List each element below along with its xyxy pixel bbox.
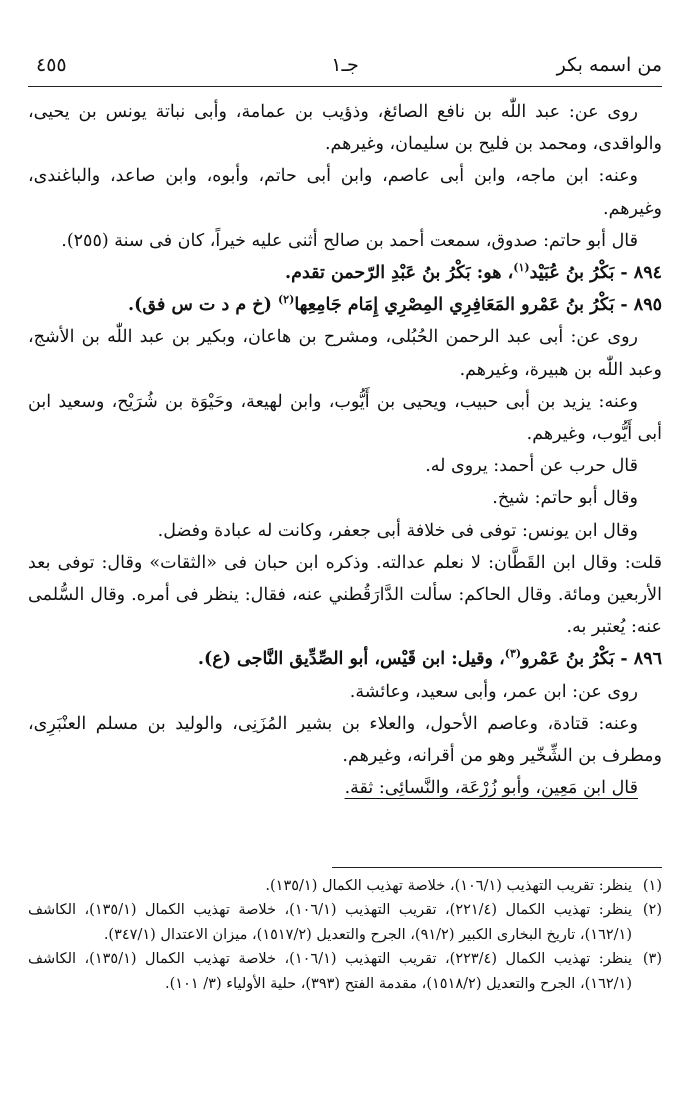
entry-rest: (خ م د ت س فق). <box>128 295 278 316</box>
footnote-divider <box>332 867 662 868</box>
running-header <box>28 54 662 82</box>
footnote-ref: (٢) <box>277 293 295 307</box>
entry-895: ٨٩٥ - بَكْرُ بنُ عَمْرو المَعَافِرِي المِصْرِي إِمَام جَامِعِها$^{(٢)}$ (خ م د ت س فق). <box>128 293 662 316</box>
entry-894: ٨٩٤ - بَكْرُ بنُ عُبَيْد$^{(١)}$، هو: بَكْرُ بنُ عَبْدِ الرّحمن تقدم. <box>285 261 662 284</box>
entry-name: بَكْرُ بنُ عَمْرو <box>521 649 615 670</box>
page-number: ٤٥٥ <box>36 54 67 76</box>
entry-number: ٨٩٤ <box>633 263 662 284</box>
volume-label: جـ١ <box>331 54 359 76</box>
footnotes <box>28 874 662 996</box>
footnote-mark: (٣) <box>642 951 662 968</box>
footnote-ref: (٣) <box>504 647 522 661</box>
footnote-mark: (١) <box>642 878 662 894</box>
paragraph-narrators: وعنه: يزيد بن أبى حبيب، ويحيى بن أَيُّوب، وابن لهيعة، وحَيْوَة بن شُرَيْح، وسعيد ابن أبى أَيُّوب، وغيرهم. <box>28 391 662 445</box>
paragraph-abu-hatim: قال أبو حاتم: صدوق، سمعت أحمد بن صالح أثنى عليه خيراً، كان فى سنة (٢٥٥). <box>61 230 638 251</box>
main-text <box>28 96 662 804</box>
entry-name: بَكْرُ بنُ عُبَيْد <box>529 263 615 284</box>
paragraph-narrated-from: روى عن: عبد اللّٰه بن نافع الصائغ، وذؤيب بن عمامة، وأبى نباتة يونس بن يحيى، والواقدى، ومحمد بن فليح بن سليمان، وغيرهم. <box>28 102 662 155</box>
paragraph-narrated-from: روى عن: ابن عمر، وأبى سعيد، وعائشة. <box>349 681 638 702</box>
paragraph-narrated-from: روى عن: أبى عبد الرحمن الحُبُلى، ومشرح بن هاعان، وبكير بن عبد اللّٰه بن الأشج، وعبد اللّٰه بن هبيرة، وغيرهم. <box>28 327 662 380</box>
footnote-text: ينظر: تهذيب الكمال (٢٢١/٤)، تقريب التهذيب (١٠٦/١)، خلاصة تهذيب الكمال (١٣٥/١)، الكاشف (١٦٢/١)، تاريخ البخارى الكبير (٩١/٢)، الجرح والتعديل (١٥١٧/٢)، ميزان الاعتدال (٣٤٧/١). <box>28 902 632 943</box>
paragraph-grading <box>28 772 662 804</box>
footnote-3 <box>28 947 662 996</box>
entry-number: ٨٩٥ <box>633 295 662 316</box>
paragraph-abu-hatim: وقال أبو حاتم: شيخ. <box>492 488 638 509</box>
footnote-2 <box>28 898 662 947</box>
footnote-text: ينظر: تهذيب الكمال (٢٢٣/٤)، تقريب التهذيب (١٠٦/١)، خلاصة تهذيب الكمال (١٣٥/١)، الكاشف (١٦٢/١)، الجرح والتعديل (١٥١٨/٢)، مقدمة الفتح (٣٩٣)، حلية الأولياء (٣/ ١٠١). <box>28 951 632 992</box>
paragraph-harb: قال حرب عن أحمد: يروى له. <box>425 456 638 477</box>
paragraph-ibn-yunus: وقال ابن يونس: توفى فى خلافة أبى جعفر، وكانت له عبادة وفضل. <box>157 520 638 541</box>
entry-896: ٨٩٦ - بَكْرُ بنُ عَمْرو$^{(٣)}$، وقيل: ابن قَيْس، أبو الصِّدِّيق النَّاجى (ع). <box>197 647 662 670</box>
paragraph-narrators: وعنه: قتادة، وعاصم الأحول، والعلاء بن بشير المُزَنِى، والوليد بن مسلم العنْبَرِى، ومطرف بن الشِّخّير وهو من أقرانه، وغيرهم. <box>28 713 662 767</box>
grading-text: قال ابن مَعِين، وأبو زُرْعَة، والنَّسائِى: ثقة. <box>344 778 638 799</box>
header-divider <box>28 86 662 87</box>
footnote-ref: (١) <box>513 261 530 275</box>
entry-name: بَكْرُ بنُ عَمْرو المَعَافِرِي المِصْرِي إِمَام جَامِعِها <box>294 295 615 316</box>
paragraph-narrators: وعنه: ابن ماجه، وابن أبى عاصم، وابن أبى حاتم، وأبوه، وابن صاعد، والباغندى، وغيرهم. <box>28 166 662 219</box>
footnote-text: ينظر: تقريب التهذيب (١٠٦/١)، خلاصة تهذيب الكمال (١٣٥/١). <box>265 878 632 894</box>
paragraph-comment: قلت: وقال ابن القَطَّان: لا نعلم عدالته. وذكره ابن حبان فى «الثقات» وقال: توفى بعد الأربعين ومائة. وقال الحاكم: سألت الدَّارَقُطني عنه، فقال: ينظر فى أمره. وقال السُّلمى عنه: يُعتبر به. <box>28 552 662 638</box>
footnote-1 <box>28 874 662 898</box>
entry-number: ٨٩٦ <box>633 649 662 670</box>
running-title: من اسمه بكر <box>556 54 662 76</box>
entry-rest: ، هو: بَكْرُ بنُ عَبْدِ الرّحمن تقدم. <box>285 263 514 284</box>
footnote-mark: (٢) <box>642 902 662 919</box>
entry-rest: ، وقيل: ابن قَيْس، أبو الصِّدِّيق النَّاجى (ع). <box>197 649 505 670</box>
